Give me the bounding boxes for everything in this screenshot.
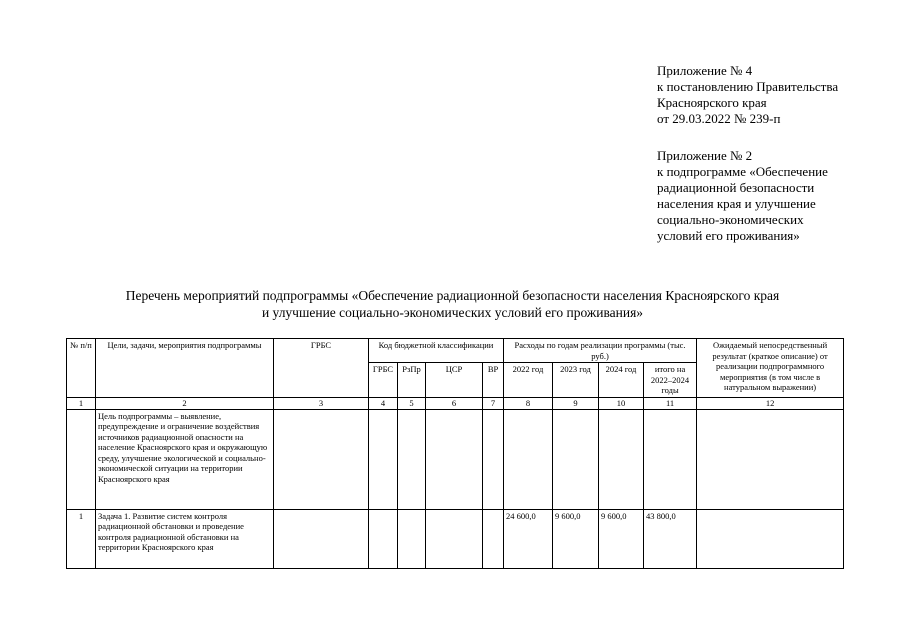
column-number: 6 (426, 397, 483, 409)
header-budget-code: Код бюджетной классификации (369, 339, 504, 363)
column-number: 8 (504, 397, 553, 409)
column-number: 3 (274, 397, 369, 409)
task-value-2022: 24 600,0 (504, 509, 553, 568)
task-text: Задача 1. Развитие систем контроля радиационной обстановки и проведение контроля радиационной обстановки на территории Красноярского края (96, 509, 274, 568)
appendix-2-line-1: Приложение № 2 (657, 148, 753, 163)
goal-2024-cell (599, 409, 644, 509)
column-number: 1 (67, 397, 96, 409)
goal-2023-cell (553, 409, 599, 509)
appendix-4-line-2: к постановлению Правительства (657, 79, 839, 94)
measures-table (66, 338, 844, 569)
column-number-row (67, 397, 844, 409)
task-grbs-cell (274, 509, 369, 568)
column-number: 12 (697, 397, 844, 409)
goal-result-cell (697, 409, 844, 509)
column-number: 2 (96, 397, 274, 409)
task-row (67, 509, 844, 568)
task-code-vr-cell (483, 509, 504, 568)
goal-grbs-cell (274, 409, 369, 509)
goal-code-rzpr-cell (398, 409, 426, 509)
goal-text: Цель подпрограммы – выявление, предупреждение и ограничение воздействия источников радиационной опасности на население Красноярского края и окружающую среду, улучшение экологической и социально-экономической ситуации на территории Красноярского края (96, 409, 274, 509)
task-code-rzpr-cell (398, 509, 426, 568)
header-num: № п/п (67, 339, 96, 398)
task-result-cell (697, 509, 844, 568)
header-goals: Цели, задачи, мероприятия подпрограммы (96, 339, 274, 398)
task-code-grbs-cell (369, 509, 398, 568)
header-total: итого на 2022–2024 годы (644, 363, 697, 398)
goal-2022-cell (504, 409, 553, 509)
goal-num-cell (67, 409, 96, 509)
goal-total-cell (644, 409, 697, 509)
header-sub-csr: ЦСР (426, 363, 483, 398)
appendix-2-block (657, 148, 897, 244)
header-year-2022: 2022 год (504, 363, 553, 398)
header-year-2023: 2023 год (553, 363, 599, 398)
document-title-line-2: и улучшение социально-экономических условий его проживания» (261, 305, 644, 320)
header-result: Ожидаемый непосредственный результат (краткое описание) от реализации подпрограммного мероприятия (в том числе в натуральном выражении) (697, 339, 844, 398)
task-value-2023: 9 600,0 (553, 509, 599, 568)
appendix-2-line-6: условий его проживания» (657, 228, 800, 243)
goal-code-vr-cell (483, 409, 504, 509)
appendix-4-block (657, 63, 897, 127)
appendix-4-line-4: от 29.03.2022 № 239-п (657, 111, 781, 126)
task-value-total: 43 800,0 (644, 509, 697, 568)
goal-code-grbs-cell (369, 409, 398, 509)
appendix-2-line-4: населения края и улучшение (657, 196, 816, 211)
task-value-2024: 9 600,0 (599, 509, 644, 568)
appendix-2-line-2: к подпрограмме «Обеспечение (657, 164, 828, 179)
column-number: 4 (369, 397, 398, 409)
table-header-row-1 (67, 339, 844, 363)
header-sub-vr: ВР (483, 363, 504, 398)
header-expenses: Расходы по годам реализации программы (тыс. руб.) (504, 339, 697, 363)
column-number: 5 (398, 397, 426, 409)
header-sub-grbs: ГРБС (369, 363, 398, 398)
goal-row (67, 409, 844, 509)
document-title-line-1: Перечень мероприятий подпрограммы «Обеспечение радиационной безопасности населения Красноярского края (125, 288, 780, 303)
header-year-2024: 2024 год (599, 363, 644, 398)
header-sub-rzpr: РзПр (398, 363, 426, 398)
task-code-csr-cell (426, 509, 483, 568)
column-number: 11 (644, 397, 697, 409)
goal-code-csr-cell (426, 409, 483, 509)
column-number: 9 (553, 397, 599, 409)
appendix-4-line-1: Приложение № 4 (657, 63, 753, 78)
column-number: 7 (483, 397, 504, 409)
document-title (60, 287, 845, 321)
header-grbs: ГРБС (274, 339, 369, 398)
appendix-4-line-3: Красноярского края (657, 95, 767, 110)
column-number: 10 (599, 397, 644, 409)
task-num: 1 (67, 509, 96, 568)
appendix-2-line-5: социально-экономических (657, 212, 804, 227)
appendix-2-line-3: радиационной безопасности (657, 180, 815, 195)
